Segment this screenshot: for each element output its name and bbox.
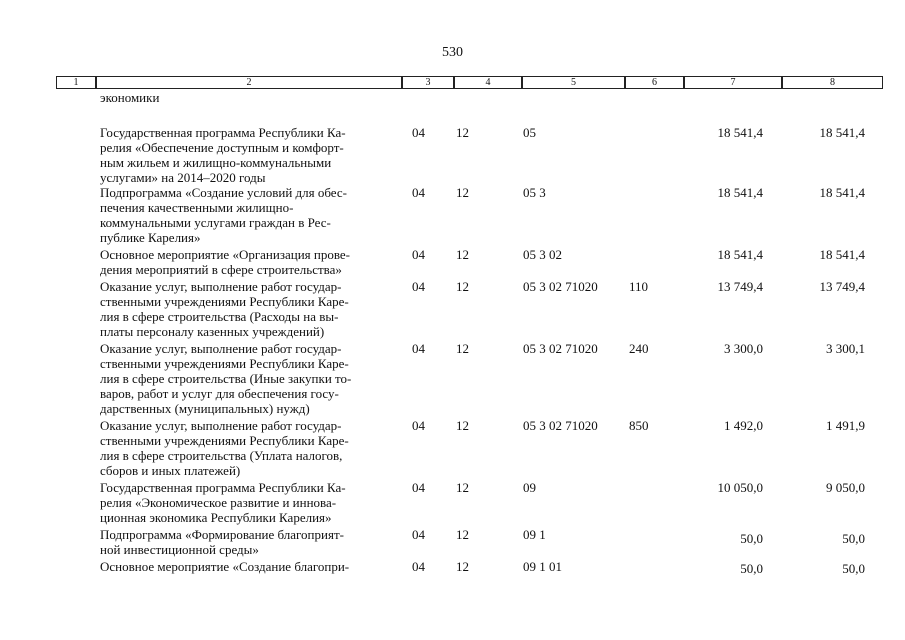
row-subsection: 12 <box>456 480 469 495</box>
row-section: 04 <box>412 185 425 200</box>
row-name: Основное мероприятие «Организация прове- дения мероприятий в сфере строительства» <box>100 247 351 277</box>
row-target-code: 05 3 02 <box>523 247 562 262</box>
row-name: Подпрограмма «Создание условий для обес- печения качественными жилищно- коммунальными услугами граждан в Рес- публике Карелия» <box>100 185 347 245</box>
header-col-7: 7 <box>684 76 782 89</box>
row-section: 04 <box>412 418 425 433</box>
table-row <box>0 418 905 478</box>
row-subsection: 12 <box>456 247 469 262</box>
header-col-5: 5 <box>522 76 625 89</box>
row-section: 04 <box>412 247 425 262</box>
row-amount-plan: 50,0 <box>740 531 763 546</box>
row-amount-plan: 18 541,4 <box>717 247 763 262</box>
row-subsection: 12 <box>456 527 469 542</box>
row-target-code: 09 1 01 <box>523 559 562 574</box>
row-target-code: 05 3 02 71020 <box>523 279 598 294</box>
row-amount-plan: 18 541,4 <box>717 125 763 140</box>
row-target-code: 09 1 <box>523 527 546 542</box>
header-col-3: 3 <box>402 76 454 89</box>
row-section: 04 <box>412 341 425 356</box>
page-number: 530 <box>442 45 463 60</box>
table-row <box>0 527 905 557</box>
table-header <box>56 76 883 89</box>
header-col-1: 1 <box>56 76 96 89</box>
row-section: 04 <box>412 125 425 140</box>
row-target-code: 05 <box>523 125 536 140</box>
header-col-2: 2 <box>96 76 402 89</box>
row-section: 04 <box>412 527 425 542</box>
row-target-code: 05 3 <box>523 185 546 200</box>
row-subsection: 12 <box>456 418 469 433</box>
row-expense-type: 240 <box>629 341 649 356</box>
row-subsection: 12 <box>456 341 469 356</box>
row-subsection: 12 <box>456 125 469 140</box>
table-row <box>0 247 905 277</box>
row-amount-actual: 13 749,4 <box>819 279 865 294</box>
row-subsection: 12 <box>456 279 469 294</box>
row-amount-plan: 10 050,0 <box>717 480 763 495</box>
row-subsection: 12 <box>456 185 469 200</box>
row-name: Основное мероприятие «Создание благопри- <box>100 559 350 574</box>
table-row <box>0 279 905 339</box>
row-amount-plan: 1 492,0 <box>724 418 763 433</box>
row-subsection: 12 <box>456 559 469 574</box>
row-amount-actual: 18 541,4 <box>819 125 865 140</box>
row-name: Государственная программа Республики Ка- релия «Экономическое развитие и иннова- ционная экономика Республики Карелия» <box>100 480 346 525</box>
row-target-code: 05 3 02 71020 <box>523 418 598 433</box>
table-row <box>0 480 905 525</box>
table-body <box>0 90 905 574</box>
row-name: экономики <box>100 90 160 105</box>
row-amount-plan: 13 749,4 <box>717 279 763 294</box>
row-amount-plan: 3 300,0 <box>724 341 763 356</box>
row-name: Оказание услуг, выполнение работ государ- ственными учреждениями Республики Каре- лия в сфере строительства (Уплата налогов, сборов и иных платежей) <box>100 418 349 478</box>
table-row <box>0 559 905 574</box>
row-amount-actual: 18 541,4 <box>819 247 865 262</box>
table-row <box>0 111 905 185</box>
table-row <box>0 185 905 245</box>
row-amount-actual: 18 541,4 <box>819 185 865 200</box>
row-section: 04 <box>412 480 425 495</box>
header-col-8: 8 <box>782 76 883 89</box>
row-amount-actual: 50,0 <box>842 561 865 576</box>
row-expense-type: 850 <box>629 418 649 433</box>
row-section: 04 <box>412 279 425 294</box>
row-name: Подпрограмма «Формирование благоприят- ной инвестиционной среды» <box>100 527 344 557</box>
row-target-code: 09 <box>523 480 536 495</box>
header-col-4: 4 <box>454 76 522 89</box>
row-amount-actual: 9 050,0 <box>826 480 865 495</box>
row-expense-type: 110 <box>629 279 649 294</box>
row-target-code: 05 3 02 71020 <box>523 341 598 356</box>
table-row <box>0 341 905 416</box>
row-amount-actual: 3 300,1 <box>826 341 865 356</box>
row-amount-plan: 50,0 <box>740 561 763 576</box>
row-amount-actual: 1 491,9 <box>826 418 865 433</box>
row-name: Государственная программа Республики Ка- релия «Обеспечение доступным и комфорт- ным жильем и жилищно-коммунальными услугами» на 2014–2020 годы <box>100 125 346 185</box>
table-row <box>0 90 905 105</box>
row-name: Оказание услуг, выполнение работ государ- ственными учреждениями Республики Каре- лия в сфере строительства (Иные закупки то- варов, работ и услуг для обеспечения госу- дарственных (муниципальных) нужд) <box>100 341 352 416</box>
row-amount-plan: 18 541,4 <box>717 185 763 200</box>
row-section: 04 <box>412 559 425 574</box>
row-amount-actual: 50,0 <box>842 531 865 546</box>
header-col-6: 6 <box>625 76 684 89</box>
row-name: Оказание услуг, выполнение работ государ- ственными учреждениями Республики Каре- лия в сфере строительства (Расходы на вы- платы персоналу казенных учреждений) <box>100 279 349 339</box>
